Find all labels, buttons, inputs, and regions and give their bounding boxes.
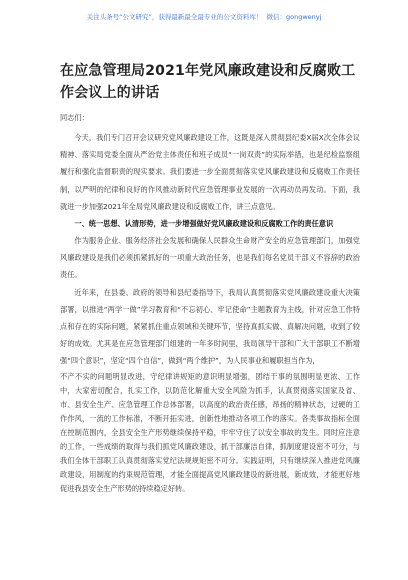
paragraph-block [60,370,360,497]
document-title: 在应急管理局2021年党风廉政建设和反腐败工作会议上的讲话 [60,63,356,101]
paragraph: 近年来，在县委、政府的领导和县纪委指导下，我局认真贯彻落实党风廉政建设重大决策部署，以推进“两学一做”学习教育和“不忘初心、牢记使命”主题教育为主线，针对应急工作特点和存在的实际问题，紧紧抓住重点领域和关键环节，坚持真抓实做、真解决问题，收到了较好的成效。尤其是在应急管理部门组建的一年多时间里，我局领导干部和广大干部职工不断增强“四个意识”，坚定“四个自信”，做到“两个维护”，为人民事业和履职担当作为， [60,287,360,366]
section-heading: 一、统一思想、认清形势，进一步增强做好党风廉政建设和反腐败工作的责任意识 [74,219,334,229]
promo-banner-text: 关注头条号“公文研究”，获得最新最全最专业的公文资料库！ [86,13,263,21]
promo-banner [0,12,408,21]
paragraph: 今天，我们专门召开会议研究党风廉政建设工作，这既是深入贯彻县纪委X届X次全体会议精神、落实局党委全面从严治党主体责任和班子成员“一岗双责”的实际举措，也是纪检监察组履行和强化监督职责的现实要求。我们要进一步全面贯彻落实党风廉政建设和反腐败工作责任制，以严明的纪律和良好的作风推动新时代应急管理事业发展的一次再动员再发动。下面，我就进一步加强2021年全局党风廉政建设和反腐败工作，讲三点意见。 [60,133,360,211]
document-body [60,60,360,496]
paragraph: 作为服务企业、服务经济社会发展和确保人民群众生命财产安全的应急管理部门，加强党风廉政建设是我们必须抓紧抓好的一项重大政治任务，也是我们每名党员干部义不容辞的政治责任。 [60,236,360,280]
salutation: 同志们： [60,113,89,122]
wechat-id: 微信：gongwenyj [266,13,322,21]
paragraph: 不产不实的问题明显改进，守纪律讲规矩的意识明显增强，团结干事的氛围明显更浓、工作中，大家密切配合，扎实工作，以防范化解重大安全风险为抓手，认真贯彻落实国家及省、市、县安全生产、应急管理工作总体部署，以高度的政治责任感，昂扬的精神状态，过硬的工作作风，一流的工作标准，不断开拓实进，创新性地推动各项工作的落实。各类事故指标全面在控制范围内，全县安全生产形势继续保持平稳，牢牢守住了以安全事故的发生。同时应注意的工作，一些成绩的取得与我们抓党风廉政建设，抓干部廉洁自律，抓制度建设密不可分，与我们全体干部职工认真贯彻落实党纪法规规矩密不可分。实践证明，只有继续深入推进党风廉政建设，用制度的约束规范管理，才能全面提高党风廉政建设的新进展，新成效，才能更好地促进我县安全生产形势的持续稳定好转。 [60,371,360,494]
